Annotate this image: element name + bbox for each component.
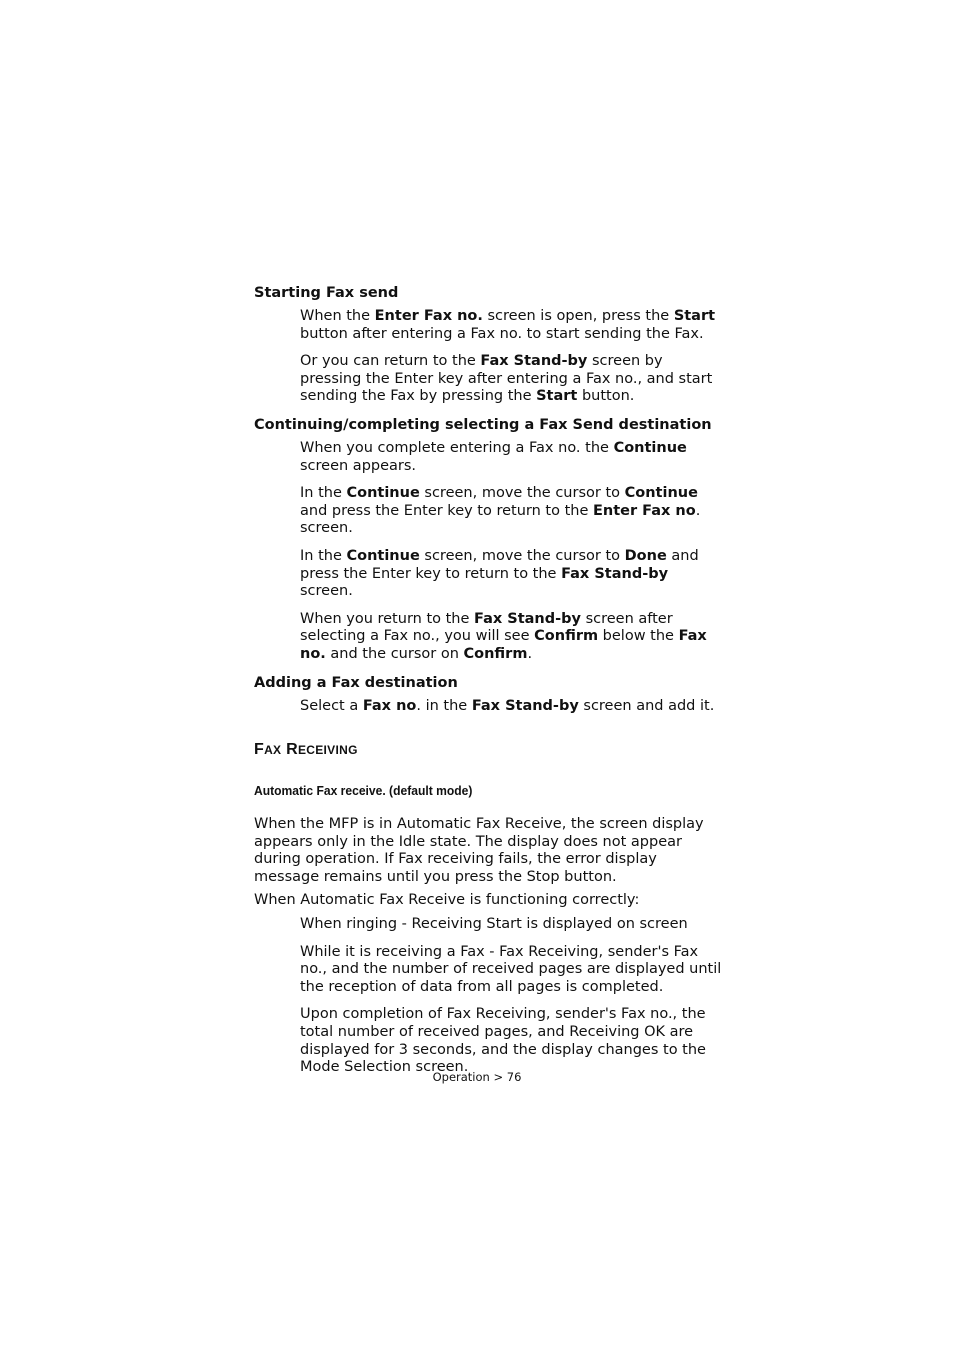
- paragraph: Upon completion of Fax Receiving, sender's Fax no., the total number of received pages, and Receiving OK are displayed for 3 seconds, and the display changes to the Mode Selection screen.: [300, 1006, 706, 1076]
- heading-automatic-fax-receive: Automatic Fax receive. (default mode): [254, 783, 473, 799]
- paragraph: When Automatic Fax Receive is functioning correctly:: [254, 892, 640, 909]
- paragraph: When you complete entering a Fax no. the Continue screen appears.: [300, 439, 687, 474]
- heading-continuing-completing: Continuing/completing selecting a Fax Send destination: [254, 416, 712, 433]
- heading-starting-fax-send: Starting Fax send: [254, 285, 399, 301]
- paragraph: When the MFP is in Automatic Fax Receive, the screen display appears only in the Idle state. The display does not appear during operation. If Fax receiving fails, the error display message remains until you press the Stop button.: [254, 816, 704, 885]
- paragraph: Select a Fax no. in the Fax Stand-by screen and add it.: [300, 697, 715, 714]
- paragraph: While it is receiving a Fax - Fax Receiving, sender's Fax no., and the number of received pages are displayed until the reception of data from all pages is completed.: [300, 943, 722, 995]
- paragraph: In the Continue screen, move the cursor to Continue and press the Enter key to return to the Enter Fax no. screen.: [300, 485, 701, 537]
- paragraph: When the Enter Fax no. screen is open, press the Start button after entering a Fax no. to start sending the Fax.: [300, 308, 716, 342]
- page-footer: Operation > 76: [432, 1070, 522, 1084]
- section-title-fax-receiving: FAX RECEIVING: [254, 741, 358, 759]
- paragraph: When ringing - Receiving Start is displayed on screen: [300, 916, 688, 933]
- paragraph: Or you can return to the Fax Stand-by screen by pressing the Enter key after entering a Fax no., and start sending the Fax by pressing the Start button.: [300, 353, 713, 405]
- heading-adding-fax-destination: Adding a Fax destination: [254, 674, 458, 691]
- paragraph: When you return to the Fax Stand-by screen after selecting a Fax no., you will see Confirm below the Fax no. and the cursor on Confirm.: [300, 610, 707, 662]
- paragraph: In the Continue screen, move the cursor to Done and press the Enter key to return to the Fax Stand-by screen.: [300, 547, 699, 600]
- page-content: [254, 284, 724, 1087]
